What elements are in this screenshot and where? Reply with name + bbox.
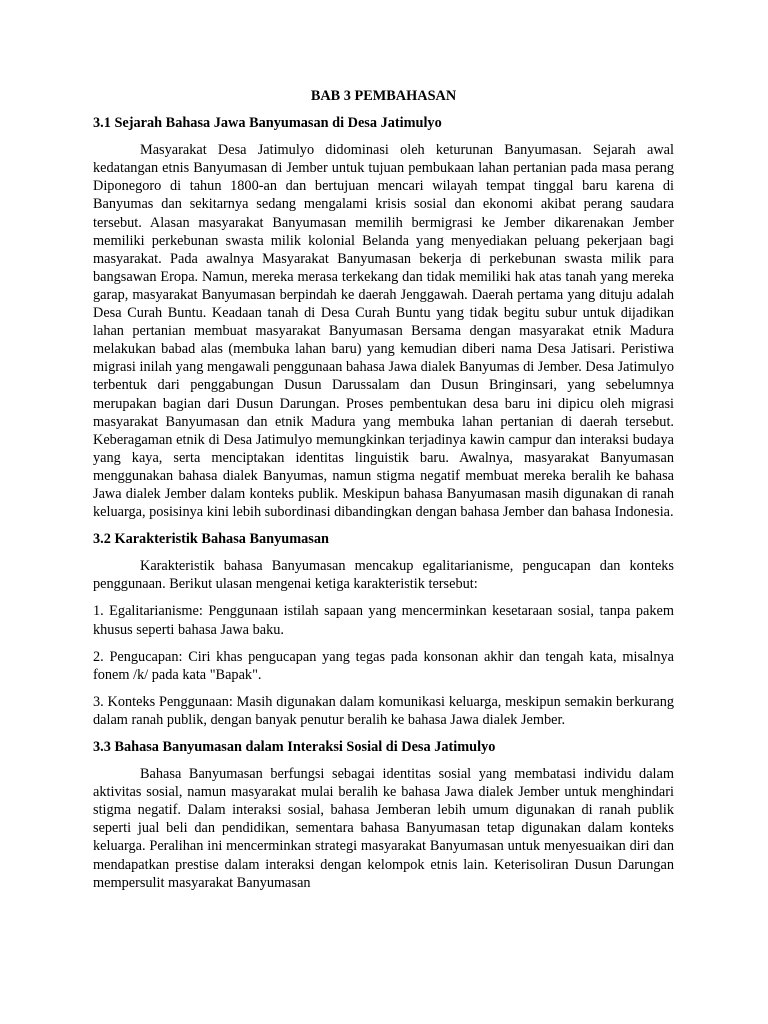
section-paragraph-3-1: Masyarakat Desa Jatimulyo didominasi oleh keturunan Banyumasan. Sejarah awal kedatangan etnis Banyumasan di Jember untuk tujuan pembukaan lahan pertanian pada masa perang Diponegoro di tahun 1800-an dan bertujuan mencari wilayah tempat tinggal baru karena di Banyumas dan sekitarnya sedang mengalami krisis sosial dan ekonomi akibat perang saudara tersebut. Alasan masyarakat Banyumasan memilih bermigrasi ke Jember dikarenakan Jember memiliki perkebunan swasta milik kolonial Belanda yang menyediakan peluang pekerjaan bagi masyarakat. Pada awalnya Masyarakat Banyumasan bekerja di perkebunan swasta milik para bangsawan Eropa. Namun, mereka merasa terkekang dan tidak memiliki hak atas tanah yang mereka garap, masyarakat Banyumasan berpindah ke daerah Jenggawah. Daerah pertama yang dituju adalah Desa Curah Buntu. Keadaan tanah di Desa Curah Buntu yang tidak begitu subur untuk dijadikan lahan pertanian membuat masyarakat Banyumasan Bersama dengan masyarakat etnik Madura melakukan babad alas (membuka lahan baru) yang kemudian diberi nama Desa Jatisari. Peristiwa migrasi inilah yang mengawali penggunaan bahasa Jawa dialek Banyumas di Jember. Desa Jatimulyo terbentuk dari penggabungan Dusun Darussalam dan Dusun Bringinsari, yang sebelumnya merupakan bagian dari Dusun Darungan. Proses pembentukan desa baru ini dipicu oleh migrasi masyarakat Banyumasan dan etnik Madura yang membuka lahan pertanian di daerah tersebut. Keberagaman etnik di Desa Jatimulyo memungkinkan terjadinya kawin campur dan interaksi budaya yang kaya, serta menciptakan identitas linguistik baru. Awalnya, masyarakat Banyumasan menggunakan bahasa dialek Banyumas, namun stigma negatif membuat mereka beralih ke bahasa Jawa dialek Jember dalam konteks publik. Meskipun bahasa Banyumasan masih digunakan di ranah keluarga, posisinya kini lebih subordinasi dibandingkan dengan bahasa Jember dan bahasa Indonesia. — [93, 142, 674, 521]
list-item-konteks-penggunaan: 3. Konteks Penggunaan: Masih digunakan dalam komunikasi keluarga, meskipun semakin berkurang dalam ranah publik, dengan banyak penutur beralih ke bahasa Jawa dialek Jember. — [93, 693, 674, 728]
section-paragraph-3-2: Karakteristik bahasa Banyumasan mencakup egalitarianisme, pengucapan dan konteks penggunaan. Berikut ulasan mengenai ketiga karakteristik tersebut: — [93, 558, 674, 593]
section-heading-3-3: 3.3 Bahasa Banyumasan dalam Interaksi Sosial di Desa Jatimulyo — [93, 739, 496, 755]
list-item-pengucapan: 2. Pengucapan: Ciri khas pengucapan yang tegas pada konsonan akhir dan tengah kata, misalnya fonem /k/ pada kata "Bapak". — [93, 648, 674, 683]
section-heading-3-1: 3.1 Sejarah Bahasa Jawa Banyumasan di Desa Jatimulyo — [93, 115, 442, 132]
document-title: BAB 3 PEMBAHASAN — [310, 88, 457, 104]
section-heading-3-2: 3.2 Karakteristik Bahasa Banyumasan — [93, 531, 329, 548]
section-paragraph-3-3: Bahasa Banyumasan berfungsi sebagai identitas sosial yang membatasi individu dalam aktivitas sosial, namun masyarakat mulai beralih ke bahasa Jawa dialek Jember untuk menghindari stigma negatif. Dalam interaksi sosial, bahasa Jemberan lebih umum digunakan di ranah publik seperti jual beli dan pendidikan, sementara bahasa Banyumasan tetap digunakan dalam konteks keluarga. Peralihan ini mencerminkan strategi masyarakat Banyumasan untuk menyesuaikan diri dan mendapatkan prestise dalam interaksi dengan kelompok etnis lain. Keterisoliran Dusun Darungan mempersulit masyarakat Banyumasan — [93, 766, 674, 891]
list-item-egalitarianisme: 1. Egalitarianisme: Penggunaan istilah sapaan yang mencerminkan kesetaraan sosial, tanpa pakem khusus seperti bahasa Jawa baku. — [93, 603, 674, 638]
document-page — [93, 87, 674, 901]
